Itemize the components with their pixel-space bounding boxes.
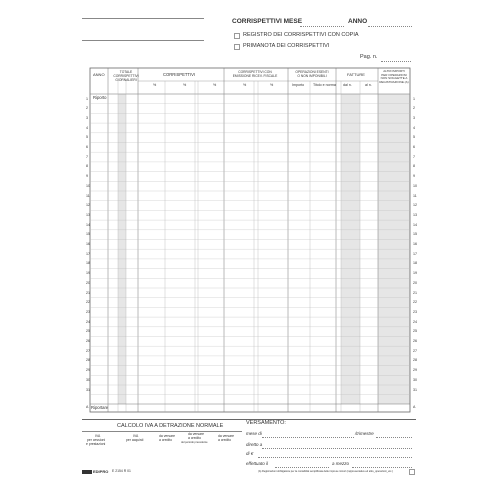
col-operazioni-header-1: OPERAZIONI ESENTI	[295, 70, 329, 74]
row-number-left: 18	[86, 261, 90, 266]
row-number-left: 19	[86, 271, 90, 276]
row-number-right: 20	[413, 280, 417, 285]
effettuato-field[interactable]	[275, 467, 329, 468]
brand-logo	[82, 470, 92, 474]
brand-name: EDIPRO	[93, 468, 109, 474]
row-number-left: 7	[86, 154, 88, 159]
row-number-left: 12	[86, 203, 90, 208]
row-number-left: 21	[86, 290, 90, 295]
row-number-right: 3	[413, 115, 415, 120]
row-number-right: 30	[413, 377, 417, 382]
trimestre-field[interactable]	[376, 437, 412, 438]
row-number-left: 10	[86, 183, 90, 188]
row-number-left: 13	[86, 212, 90, 217]
col-emissione-header-1: CORRISPETTIVI CON	[238, 70, 272, 74]
row-number-right: 5	[413, 135, 415, 140]
pct-header-4: %	[243, 83, 247, 87]
importo-header: Importo	[292, 83, 305, 87]
row-number-right: 19	[413, 271, 417, 276]
form-code: E 2154 R 01	[112, 469, 131, 473]
row-number-left: 11	[86, 193, 90, 198]
row-number-right: 23	[413, 309, 417, 314]
row-number-right: 24	[413, 319, 417, 324]
calcolo-title: CALCOLO IVA A DETRAZIONE NORMALE	[117, 423, 224, 429]
row-number-left: 31	[86, 387, 90, 392]
mese-field[interactable]	[262, 437, 354, 438]
corner-box	[409, 469, 415, 475]
row-number-left: 14	[86, 222, 90, 227]
row-number-right: 10	[413, 183, 417, 188]
trimestre-label: /trimestre	[355, 431, 374, 436]
row-number-right: 7	[413, 154, 415, 159]
row-letter-left: A	[86, 405, 89, 409]
calcolo-line	[82, 431, 242, 432]
col-totale-header-1: TOTALE	[119, 70, 133, 74]
row-number-left: 2	[86, 106, 88, 111]
row-number-left: 30	[86, 377, 90, 382]
row-number-left: 9	[86, 174, 88, 179]
row-number-right: 22	[413, 300, 417, 305]
row-number-left: 26	[86, 339, 90, 343]
row-number-right: 4	[413, 125, 415, 130]
shaded-column-1	[118, 94, 126, 404]
mezzo-field[interactable]	[352, 467, 412, 468]
row-number-left: 1	[86, 96, 88, 101]
row-number-left: 20	[86, 280, 90, 285]
row-number-left: 27	[86, 348, 90, 353]
riportare-label: Riportare	[91, 405, 109, 410]
pct-header-3: %	[213, 83, 217, 87]
row-number-right: 8	[413, 164, 415, 169]
row-number-left: 5	[86, 135, 88, 140]
versamento-title: VERSAMENTO:	[246, 420, 286, 426]
shaded-column-3	[378, 94, 410, 404]
da-versare-3: da versare	[218, 434, 235, 438]
row-number-left: 17	[86, 251, 90, 256]
mese-di-label: mese di	[246, 431, 262, 436]
row-letter-right: A	[413, 405, 416, 409]
da-versare-2: da versare	[188, 432, 205, 436]
col-fatture-header: FATTURE	[347, 72, 365, 77]
row-number-right: 6	[413, 145, 415, 149]
da-versare-1: da versare	[159, 434, 176, 438]
row-number-left: 23	[86, 309, 90, 314]
page-label: Pag. n.	[360, 54, 378, 60]
diretto-label: diretto a	[246, 442, 263, 447]
titolo-norma-header: Titolo e norma	[313, 83, 336, 87]
row-number-right: 29	[413, 368, 417, 373]
col-emissione-header-2: EMISSIONE RICEV. FISCALE	[232, 74, 278, 78]
row-number-right: 31	[413, 387, 417, 392]
footnote: (A) Registrazioni obbligatorie per la contabilità semplificata delle imprese minori (rappresentative ed altre_operazioni_etc.)	[258, 470, 393, 473]
a-credito-2: a credito	[188, 436, 202, 440]
riporto-label: Riporto	[93, 95, 107, 100]
row-number-left: 28	[86, 358, 90, 363]
row-number-right: 27	[413, 348, 417, 353]
row-number-left: 6	[86, 145, 88, 149]
row-number-left: 29	[86, 368, 90, 373]
iva-cessioni-3: e prestazioni	[86, 442, 106, 446]
row-number-right: 13	[413, 212, 417, 217]
row-number-left: 8	[86, 164, 88, 169]
row-number-left: 24	[86, 319, 90, 324]
primanota-label: PRIMANOTA DEI CORRISPETTIVI	[243, 43, 330, 49]
registro-label: REGISTRO DEI CORRISPETTIVI CON COPIA	[243, 32, 359, 38]
month-label: CORRISPETTIVI MESE	[232, 18, 303, 25]
pct-header-2: %	[183, 83, 187, 87]
row-number-right: 1	[413, 96, 415, 101]
col-totale-header-3: GIORNALIERI	[115, 78, 137, 82]
row-number-left: 3	[86, 115, 88, 120]
pct-header-5: %	[270, 83, 274, 87]
a-credito-1: a credito	[159, 438, 173, 442]
row-number-right: 15	[413, 232, 417, 237]
al-header: al n.	[365, 83, 372, 87]
iva-cessioni-2: per cessioni	[87, 438, 106, 442]
col-operazioni-header-2: O NON IMPONIBILI	[297, 74, 327, 78]
periodo-precedente: del periodo precedente	[181, 441, 208, 444]
year-label: ANNO	[348, 18, 368, 25]
pct-header-1: %	[153, 83, 157, 87]
diretto-field[interactable]	[262, 448, 412, 449]
col-corrispettivi-header: CORRISPETTIVI	[163, 72, 196, 77]
a-credito-3: a credito	[218, 438, 232, 442]
row-number-left: 4	[86, 125, 88, 130]
col-altri-header-3: NON SOGGETTE A	[380, 76, 408, 80]
iva-acquisti-2: per acquisti	[126, 438, 144, 442]
row-number-left: 16	[86, 242, 90, 246]
dal-header: dal n.	[343, 83, 352, 87]
row-number-right: 21	[413, 290, 417, 295]
row-number-right: 17	[413, 251, 417, 256]
row-number-left: 22	[86, 300, 90, 305]
row-number-right: 16	[413, 242, 417, 246]
row-number-left: 15	[86, 232, 90, 237]
row-number-left: 25	[86, 329, 90, 334]
col-altri-header-4: REGISTRAZIONE (A)	[379, 79, 409, 84]
row-number-right: 28	[413, 358, 417, 363]
row-number-right: 11	[413, 193, 417, 198]
row-number-right: 18	[413, 261, 417, 266]
iva-acquisti-1: IVA	[133, 434, 139, 438]
euro-field[interactable]	[258, 457, 412, 458]
iva-cessioni-1: IVA	[95, 434, 101, 438]
euro-label: di €	[246, 451, 254, 456]
effettuato-label: effettuato il	[246, 461, 269, 466]
col-altri-header-2: PER OPERAZIONI	[381, 72, 407, 77]
row-number-right: 9	[413, 174, 415, 179]
col-totale-header-2: CORRISPETTIVI	[113, 74, 139, 78]
row-number-right: 12	[413, 203, 417, 208]
shaded-column-2	[341, 94, 360, 404]
row-number-right: 25	[413, 329, 417, 334]
col-altri-header-1: ALTRI IMPORTI	[383, 69, 405, 73]
col-anno-header: ANNO	[93, 72, 105, 77]
mezzo-label: a mezzo	[332, 461, 350, 466]
row-number-right: 26	[413, 339, 417, 343]
row-number-right: 2	[413, 106, 415, 111]
row-number-right: 14	[413, 222, 417, 227]
